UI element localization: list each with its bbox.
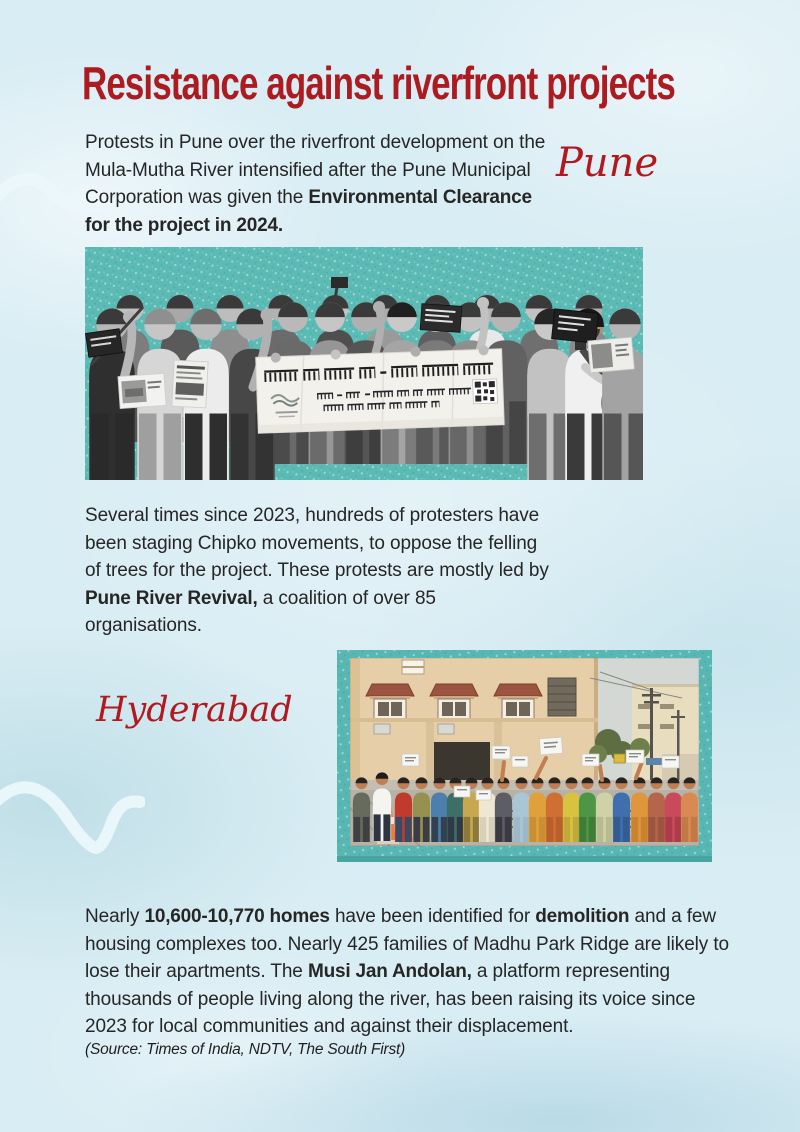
pune-detail-paragraph: [85, 502, 555, 640]
decorative-bird-curve: [0, 770, 145, 865]
hyd-bold-homes: 10,600-10,770 homes: [144, 906, 330, 927]
hyd-bold-andolan: Musi Jan Andolan,: [307, 961, 472, 982]
pune-detail-text1: Several times since 2023, hundreds of protesters have been staging Chipko movements, to oppose the felling of trees for the project. These protests are mostly led by: [85, 505, 549, 581]
pune-photo-scene: [85, 247, 643, 480]
pune-protest-photo: [85, 247, 643, 480]
placard-dark-left: [85, 329, 122, 357]
placard-photo-left: [118, 373, 166, 408]
yellow-sign: [614, 754, 625, 763]
placard-dark-right: [552, 309, 599, 343]
pune-intro-paragraph: [85, 129, 557, 239]
hyd-text4: a platform representing thousands of people living along the river, has been raising its voice since 2023 for local communities and against their displacement.: [85, 961, 696, 1037]
pune-detail-bold: Pune River Revival,: [85, 587, 258, 609]
qr-code: [473, 379, 498, 404]
hyderabad-photo-inner: [350, 658, 699, 846]
pune-intro-text: Protests in Pune over the riverfront development on the Mula-Mutha River intensified after the Pune Municipal Corporation was given the: [85, 132, 546, 208]
protest-banner: [256, 344, 505, 434]
placard-dark-mid: [420, 304, 462, 333]
source-citation: (Source: Times of India, NDTV, The South First): [85, 1041, 406, 1058]
placard-photo-right: [588, 337, 635, 373]
hyd-text2: have been identified for: [329, 906, 536, 927]
hyd-bold-demolition: demolition: [535, 906, 630, 927]
pune-detail-text2: a coalition of over 85 organisations.: [85, 587, 436, 636]
page-title: Resistance against riverfront projects: [82, 57, 675, 109]
hyderabad-section-label: Hyderabad: [96, 690, 293, 730]
hyd-text1: Nearly: [85, 906, 145, 927]
hyderabad-photo-scene: [337, 650, 712, 862]
hyderabad-protest-photo: [337, 650, 712, 862]
apartment-building: [350, 658, 598, 780]
pune-intro-bold: Environmental Clearance for the project in 2024.: [85, 187, 532, 236]
pune-section-label: Pune: [556, 140, 659, 186]
hyderabad-paragraph: [85, 903, 737, 1041]
hyd-text3: and a few housing complexes too. Nearly 425 families of Madhu Park Ridge are likely to lose their apartments. The: [85, 906, 730, 982]
placard-newspaper: [172, 360, 208, 408]
crowd-front-right: [527, 309, 643, 481]
